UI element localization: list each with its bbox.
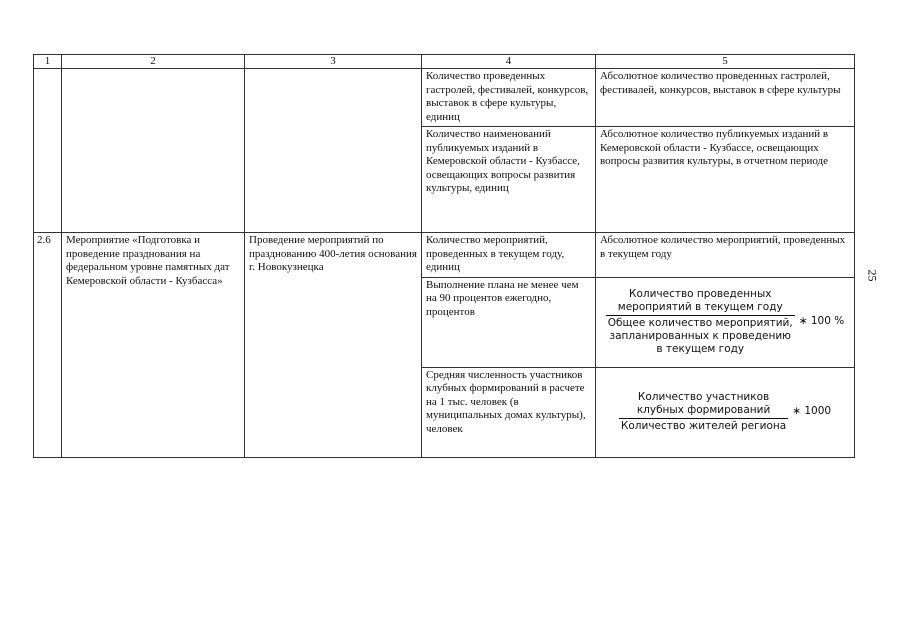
numerator-line: Количество проведенных	[629, 287, 772, 300]
page-number: 25	[865, 269, 880, 282]
formula	[600, 288, 850, 356]
formula-denominator	[619, 419, 788, 433]
formula-numerator	[616, 288, 785, 315]
indicator-method: Абсолютное количество мероприятий, проведенных в текущем году	[596, 233, 855, 278]
table-row	[34, 233, 855, 278]
formula	[600, 391, 850, 433]
indicator-formula-cell	[596, 277, 855, 367]
header-col-3: 3	[245, 55, 422, 69]
denominator-line: в текущем году	[656, 342, 745, 355]
denominator-line: Количество жителей региона	[620, 419, 787, 432]
indicator-name: Количество проведенных гастролей, фестивалей, конкурсов, выставок в сфере культуры, единиц	[422, 69, 596, 127]
indicator-name: Выполнение плана не менее чем на 90 процентов ежегодно, процентов	[422, 277, 596, 367]
numerator-line: Количество участников	[637, 390, 770, 403]
row-number-cell	[34, 69, 62, 233]
event-cell: Мероприятие «Подготовка и проведение празднования на федеральном уровне памятных дат Кемеровской области - Кузбасса»	[62, 233, 245, 458]
indicator-method: Абсолютное количество проведенных гастролей, фестивалей, конкурсов, выставок в сфере культуры	[596, 69, 855, 127]
header-row	[34, 55, 855, 69]
indicator-method: Абсолютное количество публикуемых изданий в Кемеровской области - Кузбассе, освещающих вопросы развития культуры, в отчетном периоде	[596, 127, 855, 233]
header-col-4: 4	[422, 55, 596, 69]
fraction	[606, 288, 795, 356]
header-col-1: 1	[34, 55, 62, 69]
fraction	[619, 391, 788, 433]
indicators-table	[33, 54, 855, 458]
result-cell	[245, 69, 422, 233]
formula-numerator	[635, 391, 773, 418]
header-col-5: 5	[596, 55, 855, 69]
indicator-name: Средняя численность участников клубных формирований в расчете на 1 тыс. человек (в муниципальных домах культуры), человек	[422, 367, 596, 457]
table-row	[34, 69, 855, 127]
denominator-line: запланированных к проведению	[609, 329, 792, 342]
indicator-name: Количество наименований публикуемых изданий в Кемеровской области - Кузбассе, освещающих вопросы развития культуры, единиц	[422, 127, 596, 233]
indicator-formula-cell	[596, 367, 855, 457]
formula-multiplier: ∗ 100 %	[798, 315, 845, 327]
header-col-2: 2	[62, 55, 245, 69]
formula-multiplier: ∗ 1000	[792, 405, 832, 417]
row-number-cell: 2.6	[34, 233, 62, 458]
formula-denominator	[606, 316, 795, 356]
denominator-line: Общее количество мероприятий,	[607, 316, 793, 329]
indicator-name: Количество мероприятий, проведенных в текущем году, единиц	[422, 233, 596, 278]
numerator-line: мероприятий в текущем году	[617, 300, 783, 313]
result-cell: Проведение мероприятий по празднованию 400-летия основания г. Новокузнецка	[245, 233, 422, 458]
event-cell	[62, 69, 245, 233]
numerator-line: клубных формирований	[636, 403, 771, 416]
